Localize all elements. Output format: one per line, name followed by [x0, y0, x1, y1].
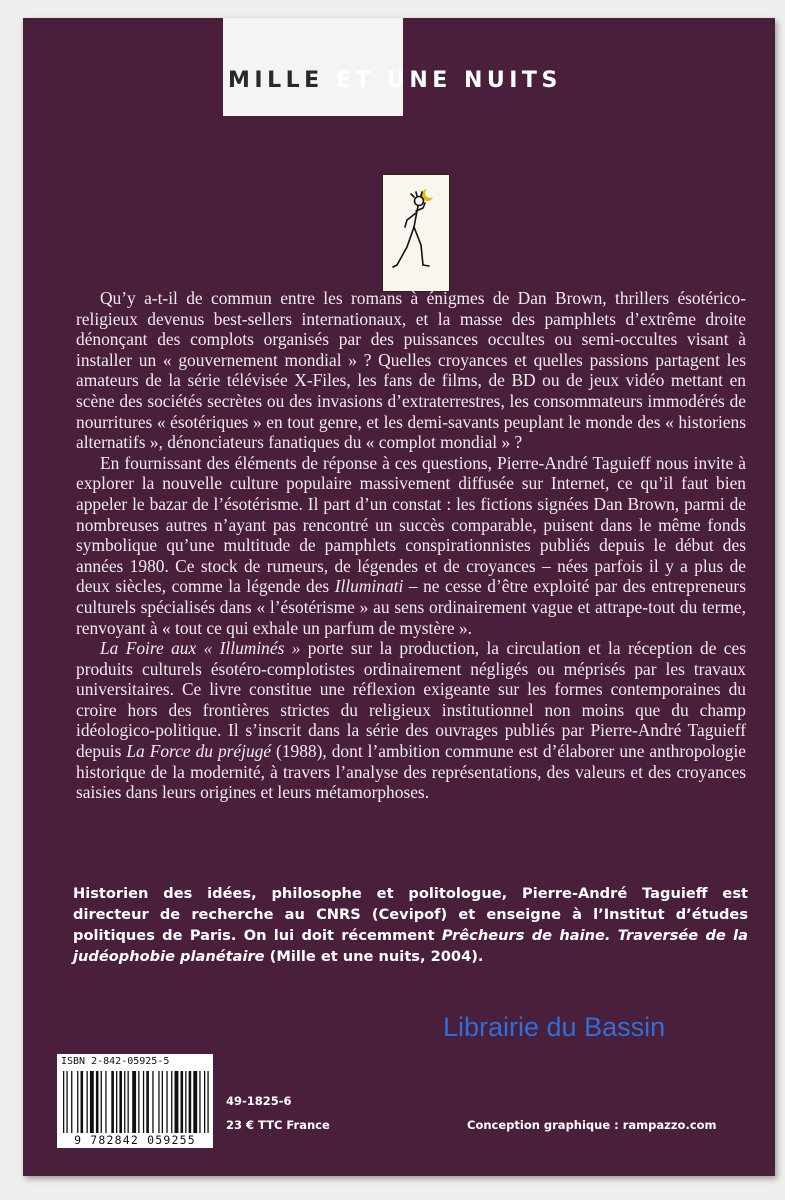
author-bio-italic: Prêcheurs de haine. Traversée de la judéophobie planétaire [73, 927, 748, 965]
description-paragraph-3 [76, 638, 746, 803]
walking-figure-with-moon-icon [382, 174, 450, 292]
back-cover [23, 18, 775, 1176]
description-paragraph-1: Qu’y a-t-il de commun entre les romans à énigmes de Dan Brown, thrillers ésotérico-religieux devenus best-sellers internationaux, et la masse des pamphlets d’extrême droite dénonçant des complots organisés par des puissances occultes ou semi-occultes visant à installer un « gouvernement mondial » ? Quelles croyances et quelles passions partagent les amateurs de la série télévisée X-Files, les fans de films, de BD ou de jeux vidéo mettant en scène des sociétés secrètes ou des invasions d’extraterrestres, les consommateurs immodérés de nourritures « ésotériques » en tout genre, et les demi-savants peuplant le monde des « historiens alternatifs », dénonciateurs fanatiques du « complot mondial » ? [76, 288, 746, 453]
series-title [228, 68, 562, 93]
series-title-part2: ET UNE NUITS [323, 68, 562, 93]
barcode-digits: 9 782842 059255 [74, 1133, 196, 1147]
description-p2-italic: Illuminati [334, 576, 404, 597]
description-p2-text-a: En fournissant des éléments de réponse à ces questions, Pierre-André Taguieff nous invite à explorer la nouvelle culture populaire massivement diffusée sur Internet, ce qu’il faut bien appeler le bazar de l’ésotérisme. Il part d’un constat : les fictions signées Dan Brown, parmi de nombreuses autres n’ayant pas rencontré un succès comparable, puisent dans le même fonds symbolique qu’une multitude de pamphlets conspirationnistes publiés depuis le début des années 1980. Ce stock de rumeurs, de légendes et de croyances – nées parfois il y a plus de deux siècles, comme la légende des [76, 452, 746, 597]
barcode-bars [61, 1071, 209, 1133]
description-p3-text-a: porte sur la production, la circulation et la réception de ces produits culturels ésotéro-complotistes ordinairement négligés ou méprisés par les travaux universitaires. Ce livre constitue une réflexion exigeante sur les formes contemporaines du croire hors des frontières strictes du religieux institutionnel non moins que du champ idéologico-politique. Il s’inscrit dans la série des ouvrages publiés par Pierre-André Taguieff depuis [76, 638, 746, 762]
description-p2-text-b: – ne cesse d’être exploité par des entrepreneurs culturels spécialisés dans « l’ésotérisme » au sens ordinairement vague et attrape-tout du terme, renvoyant à « tout ce qui exhale un parfum de mystère ». [76, 576, 746, 638]
author-bio [73, 883, 748, 967]
design-credit: Conception graphique : rampazzo.com [467, 1118, 717, 1132]
author-bio-text-b: (Mille et une nuits, 2004). [264, 948, 484, 965]
bookshop-stamp: Librairie du Bassin [443, 1012, 666, 1042]
description-text [76, 288, 746, 803]
reference-code: 49-1825-6 [226, 1094, 292, 1108]
series-title-part1: MILLE [228, 68, 324, 93]
author-bio-text-a: Historien des idées, philosophe et politologue, Pierre-André Taguieff est directeur de recherche au CNRS (Cevipof) et enseigne à l’Institut d’études politiques de Paris. On lui doit récemment [73, 885, 748, 944]
price: 23 € TTC France [226, 1118, 330, 1132]
prior-book-italic: La Force du préjugé [126, 741, 272, 762]
book-title-italic: La Foire aux « Illuminés » [100, 638, 301, 659]
description-p3-text-b: (1988), dont l’ambition commune est d’élaborer une anthropologie historique de la modernité, à travers l’analyse des représentations, des valeurs et des croyances saisies dans leurs origines et leurs métamorphoses. [76, 741, 746, 803]
isbn-label: ISBN 2-842-05925-5 [61, 1056, 170, 1067]
isbn-barcode [57, 1054, 213, 1148]
series-tab [223, 18, 403, 116]
description-paragraph-2 [76, 453, 746, 638]
